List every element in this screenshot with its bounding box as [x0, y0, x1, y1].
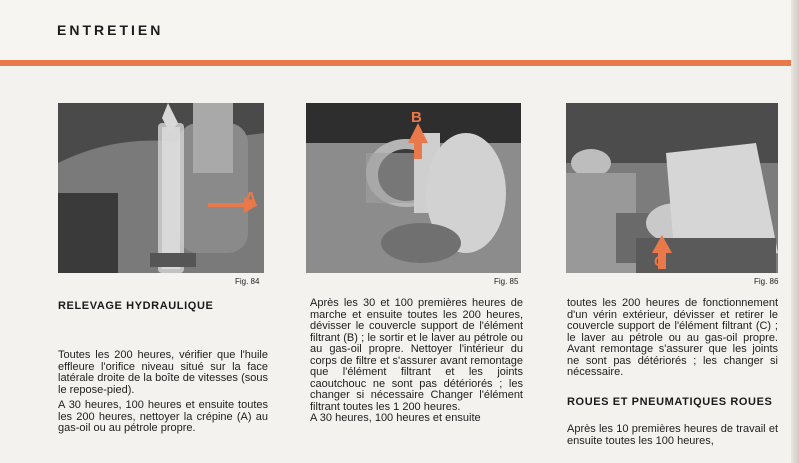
figure-84-caption: Fig. 84 [235, 277, 260, 286]
figure-84-photo [58, 103, 264, 273]
page-title: ENTRETIEN [57, 22, 164, 38]
header-orange-rule [0, 60, 799, 66]
section-heading-relevage: RELEVAGE HYDRAULIQUE [58, 300, 214, 312]
page-edge [791, 0, 799, 463]
callout-b: B [411, 109, 422, 126]
filter-paragraph-2: A 30 heures, 100 heures et ensuite [310, 412, 481, 424]
figure-85-caption: Fig. 85 [494, 277, 519, 286]
callout-a: A [244, 189, 257, 209]
section-heading-roues: ROUES ET PNEUMATIQUES ROUES [567, 396, 773, 408]
figure-85-photo [306, 103, 521, 273]
filter-paragraph-1: Après les 30 et 100 premières heures de marche et ensuite toutes les 200 heures, dévisser le couvercle support de l'élément filtrant (B) ; le sortir et le laver au pétrole ou au gas-oil propre. Nettoyer l'intérieur du corps de filtre et s'assurer avant remontage que l'élément filtrant et les joints caoutchouc ne sont pas détériorés ; les changer si nécessaire Changer l'élément filtrant toutes les 1 200 heures. [310, 297, 523, 413]
callout-c: C [654, 253, 665, 269]
roues-paragraph: Après les 10 premières heures de travail et ensuite toutes les 100 heures, [567, 423, 778, 447]
column-2-text [310, 298, 523, 425]
figure-86-caption: Fig. 86 [754, 277, 779, 286]
column-3-text-roues [567, 424, 778, 447]
column-1-text [58, 350, 268, 435]
page-header [0, 0, 799, 62]
column-3-text [567, 298, 778, 379]
verin-paragraph: toutes les 200 heures de fonctionnement d'un vérin extérieur, dévisser et retirer le couvercle support de l'élément filtrant (C) ; le laver au pétrole ou au gas-oil propre. Avant remontage s'assurer que les joints ne sont pas détériorés ; les changer si nécessaire. [567, 297, 778, 378]
relevage-paragraph-1: Toutes les 200 heures, vérifier que l'huile effleure l'orifice niveau situé sur la face latérale droite de la boîte de vitesses (sous le repose-pied). [58, 349, 268, 396]
relevage-paragraph-2: A 30 heures, 100 heures et ensuite toutes les 200 heures, nettoyer la crépine (A) au gas-oil ou au pétrole propre. [58, 399, 268, 434]
figure-86-photo [566, 103, 778, 273]
